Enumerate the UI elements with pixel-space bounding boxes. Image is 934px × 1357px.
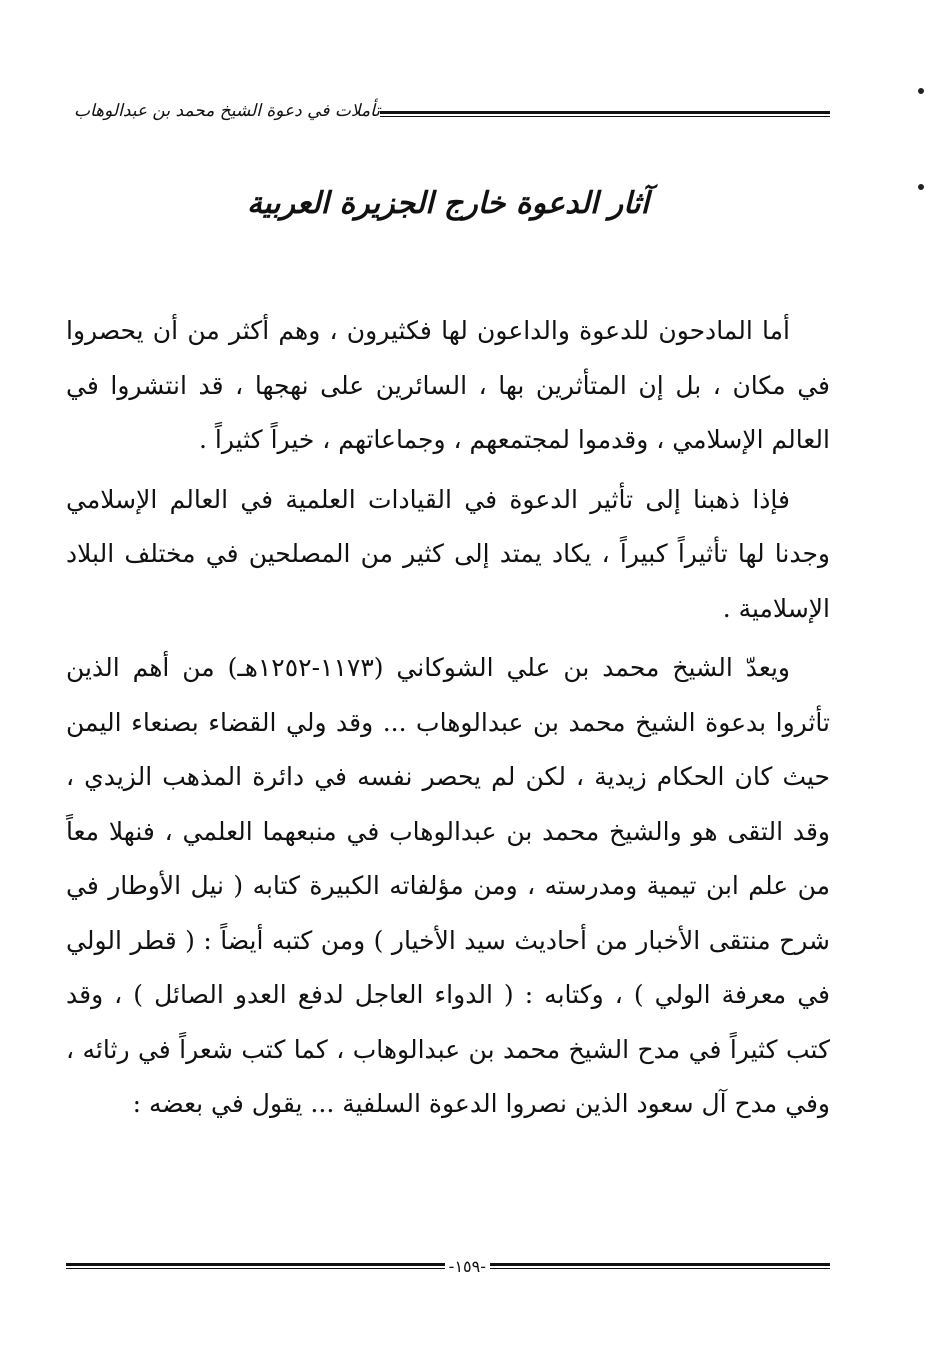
margin-dot (918, 88, 924, 94)
header-rule (380, 111, 830, 117)
page-footer (66, 1254, 830, 1278)
footer-rule-right (490, 1263, 830, 1269)
chapter-title: آثار الدعوة خارج الجزيرة العربية (247, 186, 649, 221)
paragraph: فإذا ذهبنا إلى تأثير الدعوة في القيادات العلمية في العالم الإسلامي وجدنا لها تأثيراً كبيراً ، يكاد يمتد إلى كثير من المصلحين في مختلف البلاد الإسلامية . (66, 484, 830, 623)
margin-dot (918, 184, 924, 190)
running-header (66, 96, 830, 126)
paragraph: أما المادحون للدعوة والداعون لها فكثيرون ، وهم أكثر من أن يحصروا في مكان ، بل إن المتأثرين بها ، السائرين على نهجها ، قد انتشروا في العالم الإسلامي ، وقدموا لمجتمعهم ، وجماعاتهم ، خيراً كثيراً . (66, 316, 830, 454)
body-text (66, 304, 830, 1137)
paragraph: ويعدّ الشيخ محمد بن علي الشوكاني (١١٧٣-١٢٥٢هـ) من أهم الذين تأثروا بدعوة الشيخ محمد بن عبدالوهاب ... وقد ولي القضاء بصنعاء اليمن حيث كان الحكام زيدية ، لكن لم يحصر نفسه في دائرة المذهب الزيدي ، وقد التقى هو والشيخ محمد بن عبدالوهاب في منبعهما العلمي ، فنهلا معاً من علم ابن تيمية ومدرسته ، ومن مؤلفاته الكبيرة كتابه ( نيل الأوطار في شرح منتقى الأخبار من أحاديث سيد الأخيار ) ومن كتبه أيضاً : ( قطر الولي في معرفة الولي ) ، وكتابه : ( الدواء العاجل لدفع العدو الصائل ) ، وقد كتب كثيراً في مدح الشيخ محمد بن عبدالوهاب ، كما كتب شعراً في رثائه ، وفي مدح آل سعود الذين نصروا الدعوة السلفية ... يقول في بعضه : (66, 653, 830, 1118)
running-header-title: تأملات في دعوة الشيخ محمد بن عبدالوهاب (74, 101, 380, 121)
page-number: -١٥٩- (448, 1256, 486, 1276)
footer-rule-left (66, 1263, 445, 1269)
